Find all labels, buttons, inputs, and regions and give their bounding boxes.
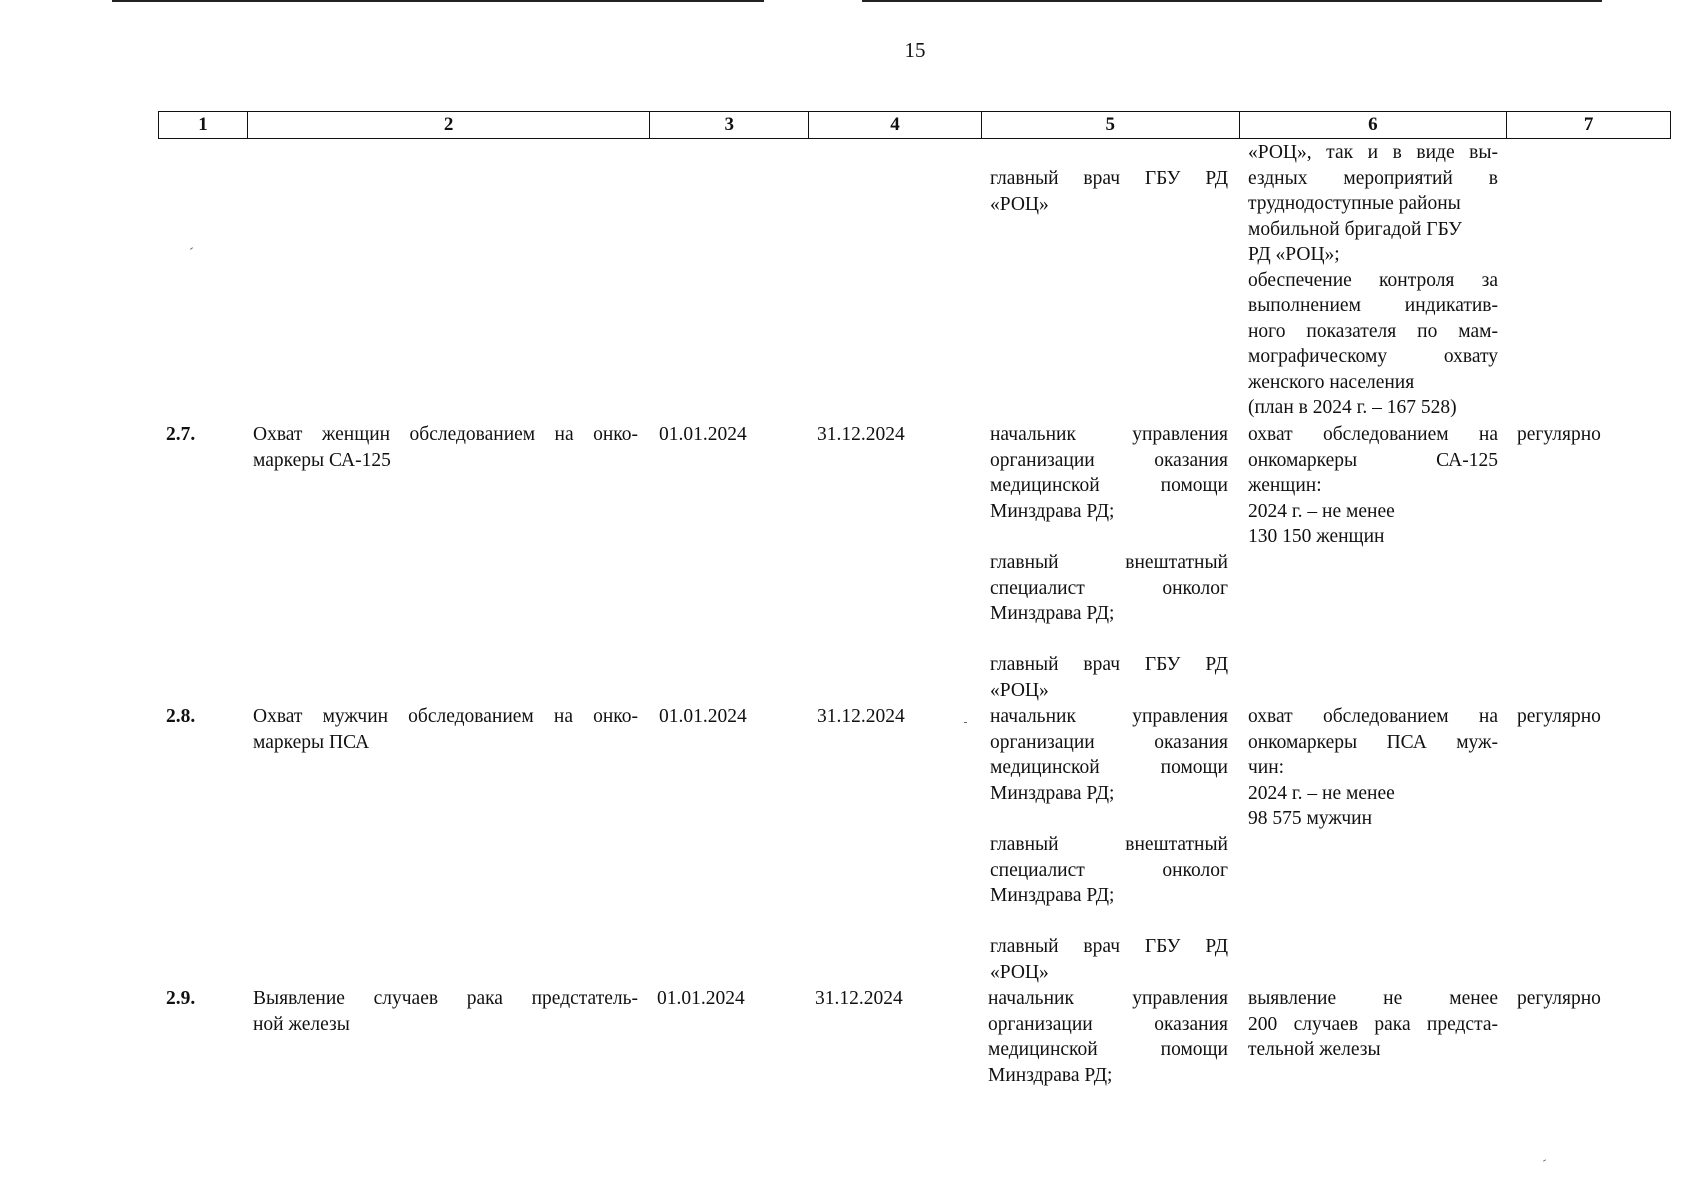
row-responsible: главный врач ГБУ РД «РОЦ» — [990, 936, 1228, 983]
row-frequency: регулярно — [1517, 706, 1601, 727]
continuation-result: «РОЦ», так и в виде вы- ездных мероприятий в труднодоступные районы мобильной бригадой ГБУ РД «РОЦ»; обеспечение контроля за выполнением индикатив- ного показателя по мам- мографическому охвату женского населения (план в 2024 г. – 167 528) — [1248, 142, 1498, 418]
row-number: 2.9. — [166, 988, 196, 1009]
row-end-date: 31.12.2024 — [815, 988, 903, 1009]
row-start-date: 01.01.2024 — [659, 706, 747, 727]
header-col-6: 6 — [1240, 112, 1508, 138]
row-responsible: главный врач ГБУ РД «РОЦ» — [990, 654, 1228, 701]
row-end-date: 31.12.2024 — [817, 424, 905, 445]
row-responsible: главный внештатный специалист онколог Минздрава РД; — [990, 552, 1228, 624]
row-responsible: главный внештатный специалист онколог Минздрава РД; — [990, 834, 1228, 906]
table-header-row — [158, 111, 1671, 139]
row-end-date: 31.12.2024 — [817, 706, 905, 727]
header-col-1: 1 — [159, 112, 248, 138]
row-title: Охват женщин обследованием на онко- маркеры СА-125 — [253, 424, 638, 471]
row-frequency: регулярно — [1517, 424, 1601, 445]
row-responsible: начальник управления организации оказания медицинской помощи Минздрава РД; — [990, 706, 1228, 804]
row-number: 2.7. — [166, 424, 196, 445]
header-col-5: 5 — [982, 112, 1240, 138]
row-result: охват обследованием на онкомаркеры ПСА муж- чин: 2024 г. – не менее 98 575 мужчин — [1248, 706, 1498, 829]
continuation-responsible: главный врач ГБУ РД «РОЦ» — [990, 168, 1228, 215]
scan-speck — [1543, 1159, 1546, 1161]
scan-speck — [190, 247, 193, 250]
row-responsible: начальник управления организации оказания медицинской помощи Минздрава РД; — [990, 424, 1228, 522]
row-title: Выявление случаев рака предстатель- ной железы — [253, 988, 638, 1035]
scan-edge-line — [862, 0, 1602, 2]
row-start-date: 01.01.2024 — [659, 424, 747, 445]
scan-speck — [964, 722, 967, 723]
row-number: 2.8. — [166, 706, 196, 727]
row-title: Охват мужчин обследованием на онко- маркеры ПСА — [253, 706, 638, 753]
header-col-2: 2 — [248, 112, 650, 138]
row-frequency: регулярно — [1517, 988, 1601, 1009]
row-start-date: 01.01.2024 — [657, 988, 745, 1009]
row-responsible: начальник управления организации оказания медицинской помощи Минздрава РД; — [988, 988, 1228, 1086]
header-col-4: 4 — [809, 112, 982, 138]
header-col-3: 3 — [650, 112, 809, 138]
page-number: 15 — [904, 38, 926, 62]
header-col-7: 7 — [1583, 114, 1594, 135]
scan-edge-line — [112, 0, 764, 2]
row-result: выявление не менее 200 случаев рака предста- тельной железы — [1248, 988, 1498, 1060]
row-result: охват обследованием на онкомаркеры СА-125 женщин: 2024 г. – не менее 130 150 женщин — [1248, 424, 1498, 547]
